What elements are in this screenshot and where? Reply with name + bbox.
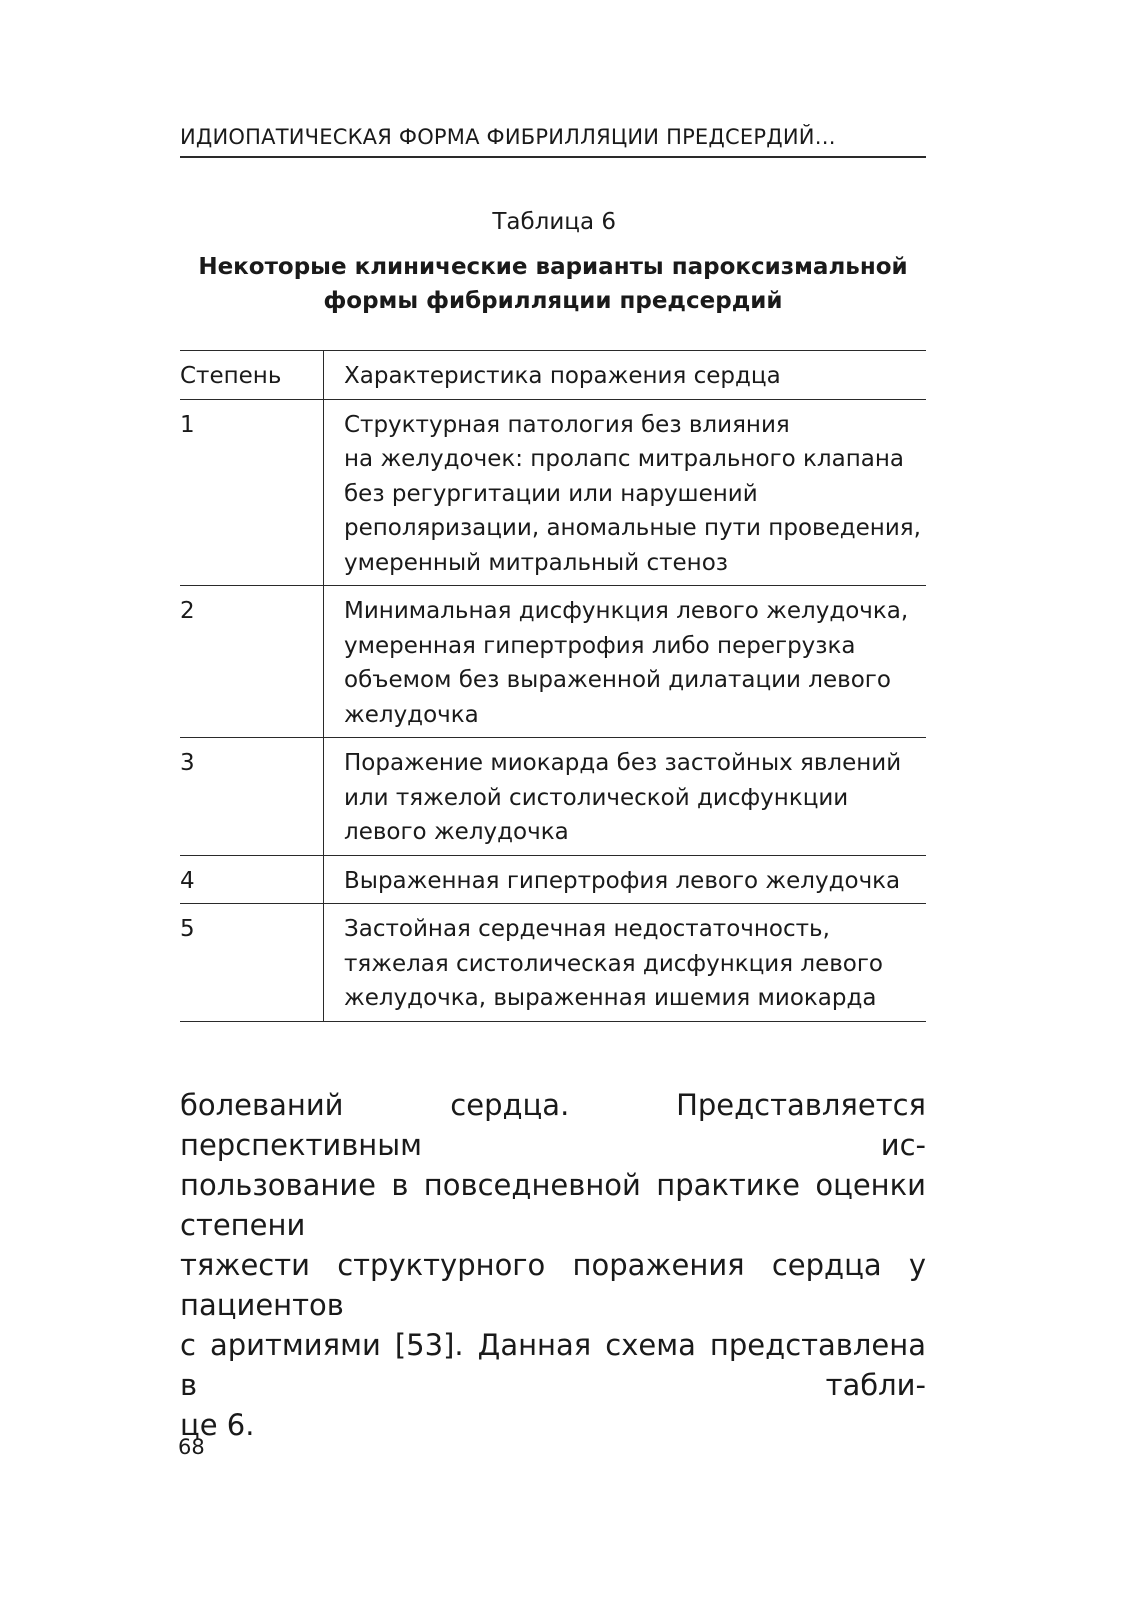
description-line: Поражение миокарда без застойных явлений: [344, 750, 902, 776]
table-row: [180, 904, 926, 1022]
description-line: левого желудочка: [344, 819, 569, 845]
row-description: [324, 738, 927, 856]
table-caption-line: Некоторые клинические варианты пароксизмальной: [198, 254, 908, 280]
description-line: умеренная гипертрофия либо перегрузка: [344, 632, 856, 659]
description-line: на желудочек: пролапс митрального клапана: [344, 446, 904, 472]
description-line: без регургитации или нарушений: [344, 480, 758, 507]
paragraph-line: це 6.: [180, 1408, 255, 1442]
grade-table: [180, 350, 926, 1022]
description-line: умеренный митральный стеноз: [344, 549, 728, 576]
description-line: или тяжелой систолической дисфункции: [344, 784, 849, 811]
paragraph-line: тяжести структурного поражения сердца у пациентов: [180, 1248, 926, 1322]
description-line: Структурная патология без влияния: [344, 411, 790, 438]
table-number: Таблица 6: [492, 209, 616, 235]
description-line: реполяризации, аномальные пути проведения,: [344, 515, 921, 541]
table-row: [180, 399, 926, 586]
table-row: [180, 586, 926, 738]
row-grade: 4: [180, 855, 324, 904]
paragraph-line: болеваний сердца. Представляется перспективным ис-: [180, 1088, 926, 1162]
row-description: [324, 399, 927, 586]
page-number: 68: [178, 1435, 205, 1459]
row-grade: 5: [180, 904, 324, 1022]
table-caption-line: формы фибрилляции предсердий: [323, 288, 783, 314]
table-caption: [180, 250, 926, 318]
table-header-row: [180, 351, 926, 400]
body-paragraph: [180, 1085, 926, 1445]
description-line: Минимальная дисфункция левого желудочка,: [344, 598, 909, 624]
row-description: [324, 855, 927, 904]
paragraph-line: с аритмиями [53]. Данная схема представлена в табли-: [180, 1328, 926, 1402]
description-line: Застойная сердечная недостаточность,: [344, 916, 830, 942]
paragraph-line: пользование в повседневной практике оценки степени: [180, 1168, 926, 1242]
description-line: объемом без выраженной дилатации левого: [344, 667, 891, 693]
description-line: тяжелая систолическая дисфункция левого: [344, 950, 884, 977]
table-row: [180, 855, 926, 904]
row-grade: 2: [180, 586, 324, 738]
row-description: [324, 904, 927, 1022]
description-line: желудочка, выраженная ишемия миокарда: [344, 985, 877, 1011]
row-description: [324, 586, 927, 738]
table-row: [180, 738, 926, 856]
description-line: Выраженная гипертрофия левого желудочка: [344, 867, 901, 894]
running-head: ИДИОПАТИЧЕСКАЯ ФОРМА ФИБРИЛЛЯЦИИ ПРЕДСЕРДИЙ…: [180, 120, 926, 158]
row-grade: 3: [180, 738, 324, 856]
description-line: желудочка: [344, 701, 479, 728]
header-description: Характеристика поражения сердца: [324, 351, 927, 400]
row-grade: 1: [180, 399, 324, 586]
header-grade: Степень: [180, 351, 324, 400]
